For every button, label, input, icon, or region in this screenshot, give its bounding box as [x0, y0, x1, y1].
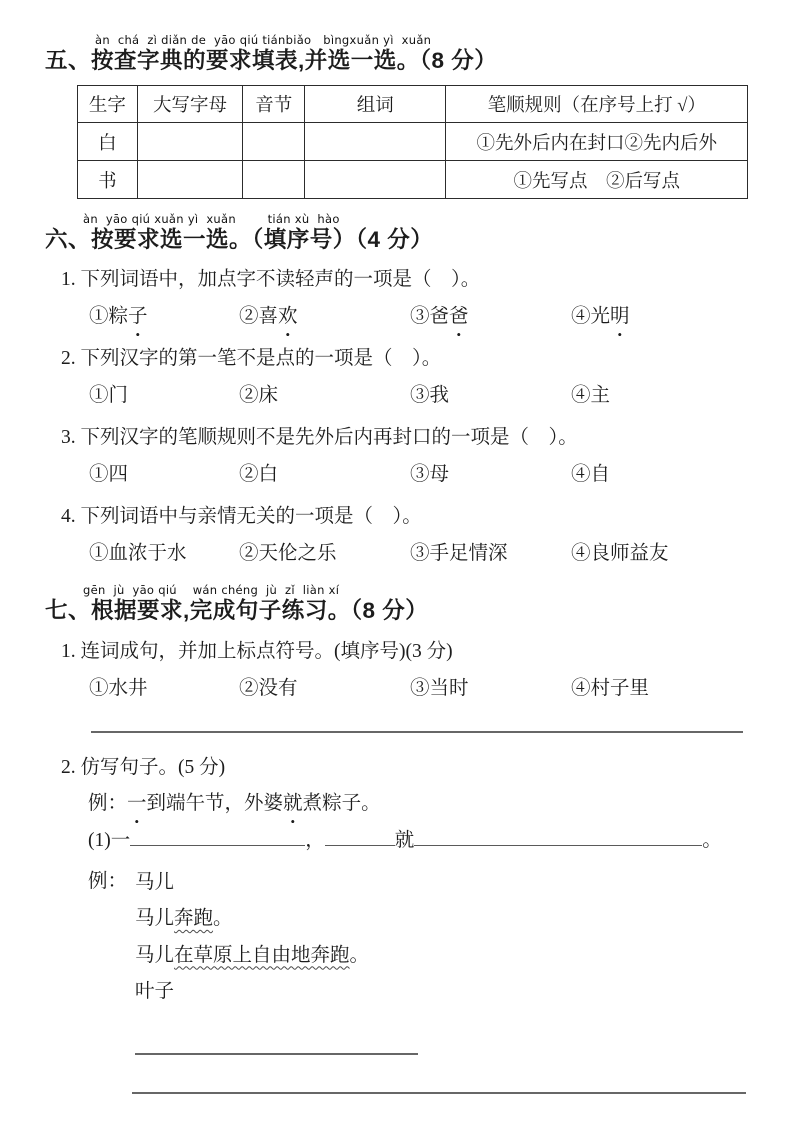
emphasized-char-yi: 一: [127, 792, 147, 814]
question-7-1-stem: 1. 连词成句，并加上标点符号。(填序号)(3 分): [61, 640, 453, 662]
example-line-4: 叶子: [135, 981, 175, 1003]
option-1: ①血浓于水: [89, 543, 187, 565]
example-line-2: [135, 901, 748, 938]
example-label: 例：: [88, 792, 128, 814]
option-2: ②没有: [239, 677, 298, 699]
option-1: ①门: [89, 385, 129, 407]
line-3-wavy-text: 在草原上自由地奔跑: [174, 944, 350, 966]
question-7-1-options: [89, 672, 748, 705]
question-6-3-options: [89, 458, 748, 491]
option-3: [410, 300, 571, 333]
option-2: ②天伦之乐: [239, 543, 337, 565]
option-2: ②白: [239, 464, 279, 486]
section-7-title: 七、根据要求,完成句子练习。（8 分）: [45, 598, 429, 624]
section-5: [45, 34, 748, 199]
option-3-dotted-char: 爸: [449, 306, 469, 328]
question-6-3-stem: 3. 下列汉字的笔顺规则不是先外后内再封口的一项是（ ）。: [61, 427, 578, 449]
answer-line-short: [135, 1053, 418, 1055]
example-label: 例：: [88, 870, 128, 892]
fill-prefix: (1)一: [88, 829, 131, 851]
fill-conjunction: 就: [394, 829, 415, 851]
question-6-4-options: [89, 537, 748, 570]
line-2-period: 。: [213, 908, 233, 930]
option-2: ②床: [239, 385, 279, 407]
option-4: ④村子里: [571, 677, 650, 699]
option-1-text: ①粽: [89, 306, 129, 328]
col-header-syllable: 音节: [243, 86, 305, 123]
col-header-uppercase-letter: 大写字母: [137, 86, 243, 123]
question-6-2-stem: 2. 下列汉字的第一笔不是点的一项是（ ）。: [61, 348, 442, 370]
option-4: ④主: [571, 385, 611, 407]
col-header-stroke-rule: 笔顺规则（在序号上打 √）: [446, 86, 748, 123]
col-header-character: 生字: [78, 86, 138, 123]
emphasized-char-jiu: 就: [283, 792, 303, 814]
table-row-bai: [78, 123, 748, 161]
fill-in-sentence-1: [88, 824, 748, 857]
option-3: ③手足情深: [410, 543, 508, 565]
question-6-2: [61, 342, 748, 412]
example-2-content: [135, 865, 748, 1011]
option-1: ①水井: [89, 677, 148, 699]
option-3-text: ③爸: [410, 306, 450, 328]
question-7-2: [61, 751, 748, 1011]
dictionary-table: [77, 85, 748, 199]
section-6: [45, 213, 748, 570]
cell-stroke-rule: ①先外后内在封口②先内后外: [446, 123, 748, 161]
example-line-3: [135, 938, 748, 975]
option-4-text: ④光: [571, 306, 611, 328]
option-2-dotted-char: 欢: [278, 306, 298, 328]
section-7: [45, 584, 748, 1093]
example-line-1: 马儿: [135, 871, 175, 893]
cell-syllable-blank: [243, 123, 305, 161]
table-header-row: [78, 86, 748, 123]
example-text: 煮粽子。: [302, 792, 381, 814]
option-1: ①四: [89, 464, 129, 486]
col-header-word: 组词: [305, 86, 446, 123]
cell-uppercase-blank: [137, 161, 243, 199]
cell-word-blank: [305, 161, 446, 199]
section-5-title: 五、按查字典的要求填表,并选一选。（8 分）: [45, 48, 498, 74]
option-4-dotted-char: 明: [610, 306, 630, 328]
option-2: [239, 300, 410, 333]
section-5-pinyin: àn chá zì diǎn de yāo qiú tiánbiǎo bìngxuǎn yì xuǎn: [95, 33, 432, 47]
option-3: ③母: [410, 464, 450, 486]
table-row-shu: [78, 161, 748, 199]
answer-line-sentence: [91, 731, 743, 733]
question-6-3: [61, 421, 748, 491]
question-6-4-stem: 4. 下列词语中与亲情无关的一项是（ ）。: [61, 506, 422, 528]
question-6-4: [61, 500, 748, 570]
cell-stroke-rule: ①先写点 ②后写点: [446, 161, 748, 199]
section-6-pinyin: àn yāo qiú xuǎn yì xuǎn tián xù hào: [83, 212, 340, 227]
example-sentence-1: [88, 787, 748, 820]
section-6-title: 六、按要求选一选。（填序号）（4 分）: [45, 227, 434, 253]
line-3-subject: 马儿: [135, 944, 175, 966]
cell-character: 白: [78, 123, 138, 161]
option-4: ④自: [571, 464, 611, 486]
option-3: ③当时: [410, 677, 469, 699]
line-2-subject: 马儿: [135, 908, 175, 930]
example-sentence-2: [88, 865, 748, 1011]
write-blank-3: [414, 826, 702, 846]
question-6-1-options: [89, 300, 748, 333]
write-blank-1: [130, 826, 305, 846]
option-4: [571, 300, 748, 333]
question-6-2-options: [89, 379, 748, 412]
line-2-wavy-text: 奔跑: [174, 908, 214, 930]
cell-uppercase-blank: [137, 123, 243, 161]
cell-word-blank: [305, 123, 446, 161]
option-2-text: ②喜: [239, 306, 279, 328]
line-3-period: 。: [349, 944, 370, 966]
answer-line-long: [132, 1092, 746, 1094]
question-7-2-stem: 2. 仿写句子。(5 分): [61, 756, 226, 778]
question-6-1: [61, 263, 748, 333]
fill-period: 。: [702, 829, 722, 851]
option-3: ③我: [410, 385, 450, 407]
question-7-1: [61, 635, 748, 705]
option-1-dotted-char: 子: [128, 306, 148, 328]
option-4: ④良师益友: [571, 543, 669, 565]
option-1: [89, 300, 239, 333]
write-blank-2: [325, 826, 395, 846]
question-6-1-stem: 1. 下列词语中，加点字不读轻声的一项是（ ）。: [61, 269, 481, 291]
example-text: 到端午节，外婆: [146, 792, 284, 814]
cell-character: 书: [78, 161, 138, 199]
section-7-pinyin: gēn jù yāo qiú wán chéng jù zǐ liàn xí: [83, 583, 340, 598]
cell-syllable-blank: [243, 161, 305, 199]
fill-comma: ，: [305, 829, 325, 851]
